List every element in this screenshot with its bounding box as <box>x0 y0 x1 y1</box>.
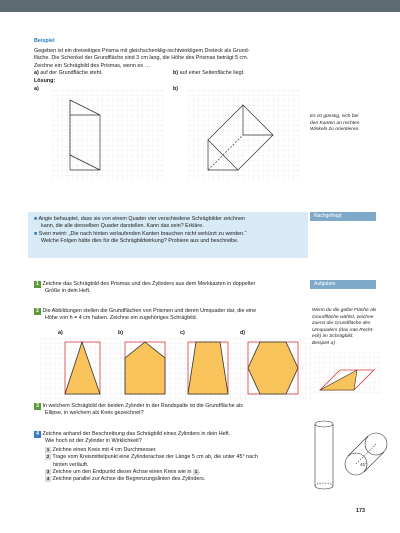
task-4-step-3 <box>34 469 309 476</box>
solution-a-label: a) <box>34 86 39 92</box>
example-option-a <box>34 70 103 77</box>
task-4-step-1 <box>34 447 309 454</box>
task-2-figures <box>40 338 312 400</box>
nachgefragt-items <box>34 216 309 246</box>
task-2-line-1: Die Abbildungen stellen die Grundflächen von Prismen und deren Umquader dar, die eine <box>42 308 257 314</box>
step-3-text: Zeichne um den Endpunkt dieser Achse einen Kreis wie in <box>52 469 192 476</box>
task-3-line-2: Ellipse, in welchem als Kreis gezeichnet? <box>45 410 144 417</box>
nachgefragt-tag: Nachgefragt <box>310 212 376 221</box>
step-3-reference: 1 <box>194 469 198 475</box>
step-3-number: 3 <box>46 469 50 475</box>
task-4-step-4 <box>34 476 309 483</box>
solution-b-label: b) <box>173 86 179 92</box>
task-2-number: 2 <box>34 308 41 315</box>
cylinder-1-top <box>315 421 333 427</box>
task-2d-label: d) <box>240 330 246 336</box>
example-text <box>34 48 354 70</box>
step-2-line-1: Trage vom Kreismittelpunkt eine Zylinderachse der Länge 5 cm ab, die unter 45° nach <box>52 454 258 461</box>
example-a-label: a) <box>34 70 39 76</box>
example-b-label: b) <box>173 70 179 76</box>
task-4 <box>34 431 309 484</box>
step-2-number: 2 <box>46 454 50 460</box>
task-1 <box>34 281 309 296</box>
aufgaben-tag: Aufgaben <box>310 280 376 289</box>
nachgefragt-item-2-line-1: Sven meint: „Die nach hinten verlaufenden Kanten brauchen nicht verkürzt zu werden.“ <box>38 230 247 237</box>
step-4-text: Zeichne parallel zur Achse die Begrenzungslinien des Zylinders. <box>52 476 206 483</box>
example-a-text: auf der Grundfläche steht. <box>40 70 103 76</box>
task-3-line-1: In welchem Schrägbild der beiden Zylinder in der Randspalte ist die Grundfläche als <box>42 403 243 409</box>
page-number: 173 <box>356 508 365 514</box>
top-bar <box>0 0 400 12</box>
side-note-line-3: zuerst die Grundfläche des <box>312 321 371 327</box>
task-2-side-note <box>312 308 394 348</box>
nachgefragt-item-1 <box>34 216 309 223</box>
step-1-number: 1 <box>46 446 50 452</box>
solution-a-drawing <box>52 90 164 180</box>
task-3-number: 3 <box>34 403 41 410</box>
task-4-step-2 <box>34 454 309 461</box>
step-3-end: . <box>199 469 201 476</box>
task-4-line-2: Wie hoch ist der Zylinder in Wirklichkeit? <box>45 438 142 445</box>
nachgefragt-item-1-line-1: Angie behauptet, dass sie von einem Quader vier verschiedene Schrägbilder zeichnen <box>38 216 245 222</box>
bullet-icon: ■ <box>34 230 38 237</box>
solution-b-drawing <box>188 90 300 180</box>
side-note-line-2: Grundfläche wählst, zeichne <box>312 314 374 320</box>
task-2-line-2: Höhe von h = 4 cm haben. Zeichne ein zugehöriges Schrägbild. <box>45 315 198 322</box>
task-2b-label: b) <box>118 330 124 336</box>
task-1-number: 1 <box>34 281 41 288</box>
task-4-number: 4 <box>34 431 41 438</box>
step-1-text: Zeichne einen Kreis mit 4 cm Durchmesser. <box>52 446 157 453</box>
nachgefragt-item-2-line-2: Welche Folgen hätte dies für die Schrägbildwirkung? Probiere aus und beschreibe. <box>41 238 239 245</box>
task-2c-label: c) <box>180 330 185 336</box>
example-hint-line-2: den Kanten an rechten <box>310 120 360 126</box>
task-4-line-1: Zeichne anhand der Beschreibung das Schrägbild eines Zylinders in dein Heft. <box>42 431 231 437</box>
margin-cylinders <box>312 414 394 500</box>
task-1-line-2: Größe in dein Heft. <box>45 288 91 295</box>
side-note-example-figure <box>314 352 380 394</box>
example-line-2: fläche. Die Schenkel der Grundfläche sind 3 cm lang, die Höhe des Prismas beträgt 5 cm. <box>34 55 249 62</box>
example-hint-line-3: Winkeln zu orientieren. <box>310 127 360 133</box>
task-1-line-1: Zeichne das Schrägbild des Prismas und des Zylinders aus dem Merkkasten in doppelter <box>42 281 256 287</box>
cylinder-angle-label: 45° <box>360 462 367 467</box>
example-hint-line-1: Es ist günstig, sich bei <box>310 114 359 119</box>
step-2-line-2: hinten verläuft. <box>53 461 89 468</box>
step-4-number: 4 <box>46 476 50 482</box>
example-title: Beispiel <box>34 38 55 44</box>
task-2 <box>34 308 309 323</box>
task-2a-label: a) <box>58 330 63 336</box>
task-3 <box>34 403 309 418</box>
side-note-line-6: Beispiel a) <box>312 340 335 346</box>
side-note-line-4: Umquaders (das rote Recht- <box>312 327 374 333</box>
nachgefragt-item-1-line-2: kann, die alle denselben Quader darstellen. Kann das sein? Erkläre. <box>41 223 204 230</box>
example-line-3: Zeichne ein Schrägbild des Prismas, wenn es … <box>34 62 150 69</box>
side-note-line-1: Wenn du die gelbe Fläche als <box>312 308 377 313</box>
example-hint <box>310 114 390 134</box>
nachgefragt-item-2 <box>34 231 309 238</box>
side-note-line-5: eck) im Schrägbild. <box>312 334 354 340</box>
example-b-text: auf einer Seitenfläche liegt. <box>179 70 245 76</box>
bullet-icon: ■ <box>34 216 38 222</box>
example-line-1: Gegeben ist ein dreiseitiges Prisma mit gleichschenklig-rechtwinkligem Dreieck als Grund- <box>34 48 250 54</box>
example-option-b <box>173 70 245 77</box>
solution-label: Lösung: <box>34 78 56 84</box>
